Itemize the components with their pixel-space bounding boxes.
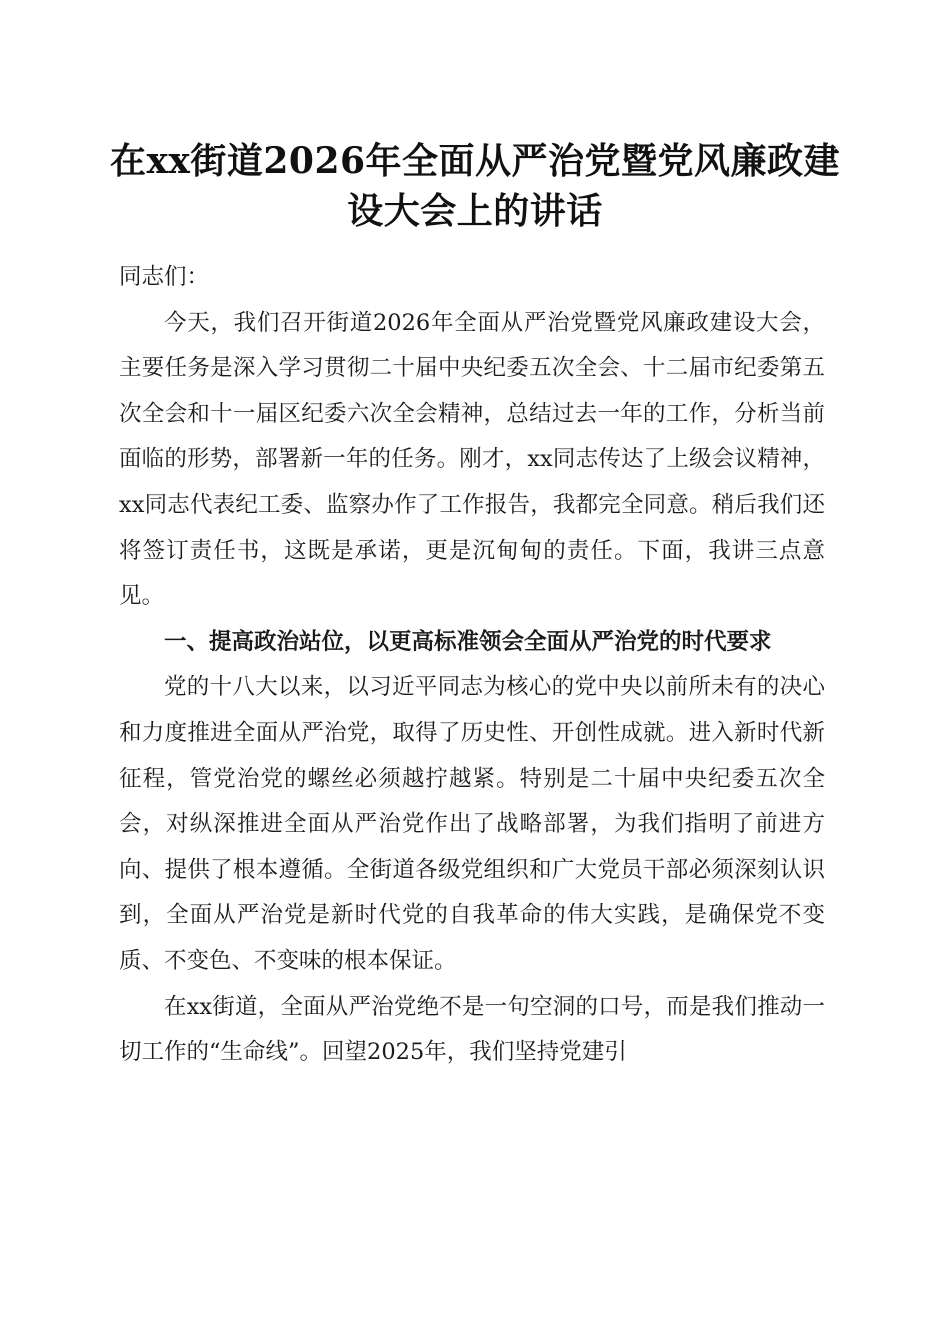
title-line-2: 设大会上的讲话 <box>347 190 603 232</box>
section-heading-1: 一、提高政治站位，以更高标准领会全面从严治党的时代要求 <box>164 628 772 655</box>
document-title <box>100 136 850 236</box>
paragraph-section-1-b: 在xx街道，全面从严治党绝不是一句空洞的口号，而是我们推动一切工作的“生命线”。回望2025年，我们坚持党建引 <box>119 993 825 1066</box>
document-body <box>119 255 825 1076</box>
title-line-1: 在xx街道2026年全面从严治党暨党风廉政建 <box>109 140 841 182</box>
salutation: 同志们： <box>119 264 210 290</box>
paragraph-intro: 今天，我们召开街道2026年全面从严治党暨党风廉政建设大会，主要任务是深入学习贯彻二十届中央纪委五次全会、十二届市纪委第五次全会和十一届区纪委六次全会精神，总结过去一年的工作，分析当前面临的形势，部署新一年的任务。刚才，xx同志传达了上级会议精神，xx同志代表纪工委、监察办作了工作报告，我都完全同意。稍后我们还将签订责任书，这既是承诺，更是沉甸甸的责任。下面，我讲三点意见。 <box>119 309 825 610</box>
paragraph-section-1-a: 党的十八大以来，以习近平同志为核心的党中央以前所未有的决心和力度推进全面从严治党，取得了历史性、开创性成就。进入新时代新征程，管党治党的螺丝必须越拧越紧。特别是二十届中央纪委五次全会，对纵深推进全面从严治党作出了战略部署，为我们指明了前进方向、提供了根本遵循。全街道各级党组织和广大党员干部必须深刻认识到，全面从严治党是新时代党的自我革命的伟大实践，是确保党不变质、不变色、不变味的根本保证。 <box>119 674 825 974</box>
